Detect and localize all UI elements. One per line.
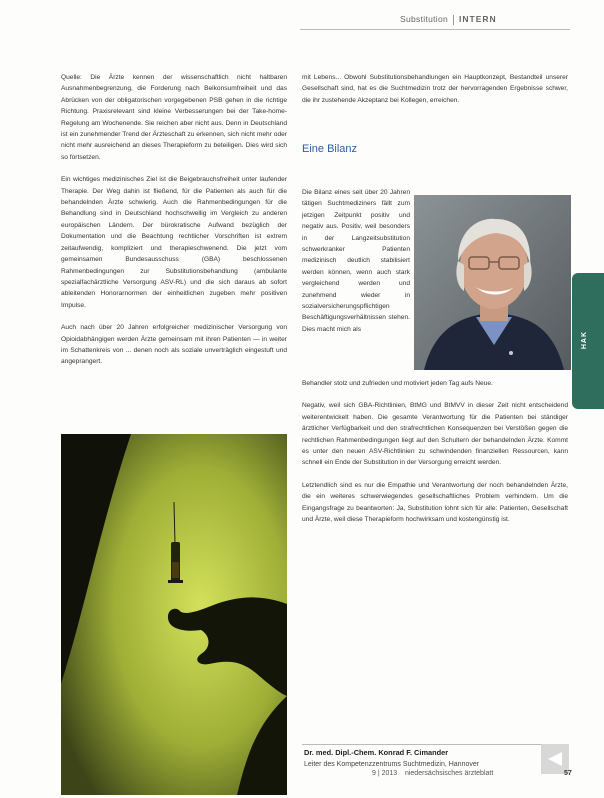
header-section: Substitution [400,14,449,24]
left-column [61,72,287,379]
bilanz-paragraph-2: Letztendlich sind es nur die Empathie und Verantwortung der noch behandelnden Ärzte, die ein weiteres schwerwiegendes gesellschaftliches Problem verhindern. Um die Eingangsfrage zu beantworten: Ja, Substitution lohnt sich für alle: Patienten, Gesellschaft und Ärzte, weil diese Therapieform hochwirksam und kostengünstig ist. [302,481,568,524]
left-paragraph-3: Auch nach über 20 Jahren erfolgreicher medizinischer Versorgung von Opioidabhängigen werden Ärzte gemeinsam mit ihren Patienten — in weiter im Schattenkreis von ... denen noch als soziale unverträglich eingestuft und angeprangert. [61,324,287,366]
right-top-text [302,72,568,117]
side-tab [572,273,604,409]
left-arrow-icon [547,752,563,766]
left-paragraph-1: Quelle: Die Ärzte kennen der wissenschaftlich nicht haltbaren Ausnahmenbegrenzung, die Forderung nach Beikonsumfreiheit und das Abrücken von der obligatorischen vorgegebenen PSB gehen in die richtige Richtung. Praxisrelevant sind kleine Verbesserungen bei der Take-home-Regelung am Wochenende. Sie reichen aber nicht aus. Denn in Deutschland ist ein zunehmender Trend der Ärzteschaft zu erkennen, sich nicht mehr oder nicht mehr ausreichend an dieses Therapieform zu beteiligen. Dies wird sich so fortsetzen. [61,74,287,161]
syringe-illustration [61,434,287,795]
author-divider [302,744,542,745]
syringe-photo [61,434,287,795]
footer-issue: 9 | 2013 [372,770,398,777]
bilanz-narrow-paragraph: Die Bilanz eines seit über 20 Jahren tätigen Suchtmediziners fällt zum jetzigen Zeitpunkt positiv und negativ aus. Positiv, weil besonders in der Langzeitsubstitution schwerkranker Patienten medizinisch deutlich stabilisiert werden können, wenn auch stark vergleichend werden und zunehmend wieder in sozialversicherungspflichtigen Beschäftigungsverhältnissen stehen. Dies macht mich als [302,189,410,333]
portrait-illustration [414,195,571,370]
bilanz-wide-column [302,378,568,536]
page-header [400,14,497,25]
bilanz-narrow-column [302,187,410,346]
author-name: Dr. med. Dipl.-Chem. Konrad F. Cimander [304,748,449,757]
bilanz-wide-lead: Behandler stolz und zufrieden und motiviert jeden Tag aufs Neue. [302,380,493,387]
right-top-paragraph: mit Lebens... Obwohl Substitutionsbehandlungen ein Hauptkonzept, Bestandteil unserer Gesellschaft sind, hat es die Suchtmedizin trotz der hervorragenden Ergebnisse schwer, die ihr zustehende Akzeptanz bei Kollegen, erreichen. [302,74,568,104]
header-rule [300,29,570,30]
page-number: 57 [564,770,572,777]
portrait-photo [414,195,571,370]
left-paragraph-2: Ein wichtiges medizinisches Ziel ist die Beigebrauchsfreiheit unter laufender Therapie. Der Weg dahin ist fließend, für die Patienten als auch für die behandelnden Ärzte schwierig. Auch die Rahmenbedingungen für die Behandlung sind in Deutschland hochschwellig im Vergleich zu anderen europäischen Ländern. Der bürokratische Aufwand bezüglich der Dokumentation und die Beachtung rechtlicher Vorschriften ist extrem zeitaufwendig, kompliziert und therapieschwenend. Die jetzt vom gemeinsamen Bundesausschuss (GBA) beschlossenen Rahmenbedingungen zur Substitutionsbehandlung (ambulante spezialfachärztliche Versorgung ASV-RL) und die sich daraus ab sofort ableitenden Honorarnormen der einheitlichen zugeben mehr positiven Impulse. [61,176,287,309]
header-separator [453,15,454,25]
bilanz-paragraph-1: Negativ, weil sich GBA-Richtlinien, BtMG und BtMVV in dieser Zeit nicht entscheidend weiterentwickelt haben. Die gesamte Verantwortung für die Patienten bei ständiger ärztlicher Verfügbarkeit und den strafrechtlichen Konsequenzen bei Verstößen gegen die rechtlichen Rahmenbedingungen liegt auf den Schultern der behandelnden Ärzte. Kommt es unter den neuen ASV-Richtlinien zu schwindenden finanziellen Ressourcen, kann schnell ein Ende der Substitution in der Versorgung erreicht werden. [302,402,568,467]
footer-magazine: niedersächsisches ärzteblatt [404,770,494,777]
page-footer [372,770,572,777]
section-heading: Eine Bilanz [302,143,358,155]
author-role: Leiter des Kompetenzzentrums Suchtmedizin, Hannover [304,761,480,768]
header-category: INTERN [459,14,497,24]
side-tab-label: HAK [581,331,588,350]
